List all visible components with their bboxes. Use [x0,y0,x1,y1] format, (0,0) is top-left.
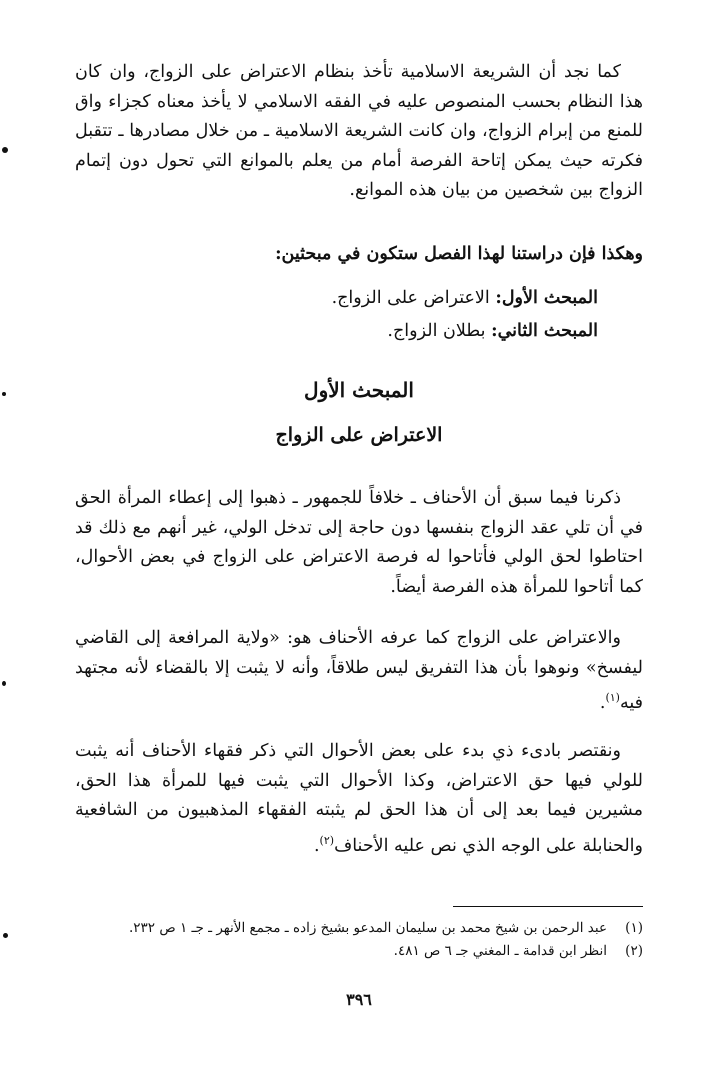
footnotes [75,917,643,963]
footnote-ref-2[interactable]: (٢) [319,833,335,847]
intro-paragraph [75,58,643,206]
paragraph-text: والاعتراض على الزواج كما عرفه الأحناف هو: «ولاية المرافعة إلى القاضي ليفسخ» ونوهوا بأن هذا التفريق ليس طلاقاً، وأنه لا يثبت إلا بالقضاء لأنه مجتهد فيه$^{(١)}$. [75,628,643,713]
footnote-text: انظر ابن قدامة ـ المغني جـ ٦ ص ٤٨١. [393,943,607,959]
footnote-ref-1[interactable]: (١) [605,691,620,704]
paragraph-body: والاعتراض على الزواج كما عرفه الأحناف هو: «ولاية المرافعة إلى القاضي ليفسخ» ونوهوا بأن هذا التفريق ليس طلاقاً، وأنه لا يثبت إلا بالقضاء لأنه مجتهد [75,628,643,678]
page-number: ٣٩٦ [346,990,372,1009]
paragraph-text: ذكرنا فيما سبق أن الأحناف ـ خلافاً للجمهور ـ ذهبوا إلى إعطاء المرأة الحق في أن تلي عقد الزواج بنفسها دون حاجة إلى تدخل الولي، غير أنهم مع ذلك قد احتاطوا لحق الولي فأتاحوا له فرصة الاعتراض على الزواج في بعض الأحوال، كما أتاحوا للمرأة هذه الفرصة أيضاً. [75,488,643,597]
scan-mark [2,681,6,686]
footnote-1 [75,917,643,940]
footnote-divider [453,906,643,907]
lead-sentence-block [75,240,643,270]
paragraph-body: ونقتصر بادىء ذي بدء على بعض الأحوال التي ذكر فقهاء الأحناف أنه يثبت للولي فيها حق الاعتراض، وكذا الأحوال التي يثبت فيها للمرأة هذا الحق، مشيرين فيما بعد إلى أن هذا الحق لم يثبته الفقهاء المذهبيون من الشافعية والحنابلة على الوجه الذي نص عليه الأحناف [75,741,643,856]
outline-item-value: الاعتراض على الزواج. [331,288,490,308]
scan-mark [3,933,8,938]
paragraph-text: ونقتصر بادىء ذي بدء على بعض الأحوال التي ذكر فقهاء الأحناف أنه يثبت للولي فيها حق الاعتراض، وكذا الأحوال التي يثبت فيها للمرأة هذا الحق، مشيرين فيما بعد إلى أن هذا الحق لم يثبته الفقهاء المذهبيون من الشافعية والحنابلة على الوجه الذي نص عليه الأحناف$^{(٢)}$. [75,741,643,856]
outline-item-key: المبحث الثاني: [491,321,598,341]
paragraph-end: فيه [619,692,643,713]
chapter-outline [98,282,598,348]
section-heading: المبحث الأول [304,378,414,402]
lead-sentence: وهكذا فإن دراستنا لهذا الفصل ستكون في مبحثين: [275,244,643,264]
body-paragraph-1 [75,484,643,602]
outline-item-value: بطلان الزواج. [387,321,486,341]
outline-item-key: المبحث الأول: [495,288,598,308]
scan-mark [2,392,6,396]
body-paragraph-3 [75,737,643,861]
footnote-number: (١) [625,920,643,936]
intro-text: كما نجد أن الشريعة الاسلامية تأخذ بنظام الاعتراض على الزواج، وان كان هذا النظام بحسب المنصوص عليه في الفقه الاسلامي لا يأخذ معناه كجزاء واق للمنع من إبرام الزواج، وان كانت الشريعة الاسلامية ـ من خلال مصادرها ـ تتقبل فكرته حيث يمكن إتاحة الفرصة أمام من يعلم بالموانع التي تحول دون إتمام الزواج بين شخصين من بيان هذه الموانع. [75,62,643,200]
footnote-text: عبد الرحمن بن شيخ محمد بن سليمان المدعو بشيخ زاده ـ مجمع الأنهر ـ جـ ١ ص ٢٣٢. [129,920,607,936]
outline-item-2 [98,315,598,348]
section-subheading: الاعتراض على الزواج [275,424,443,446]
footnote-number: (٢) [625,943,643,959]
body-paragraph-2 [75,624,643,718]
outline-item-1 [98,282,598,315]
scan-mark [2,147,8,153]
footnote-2 [75,940,643,963]
